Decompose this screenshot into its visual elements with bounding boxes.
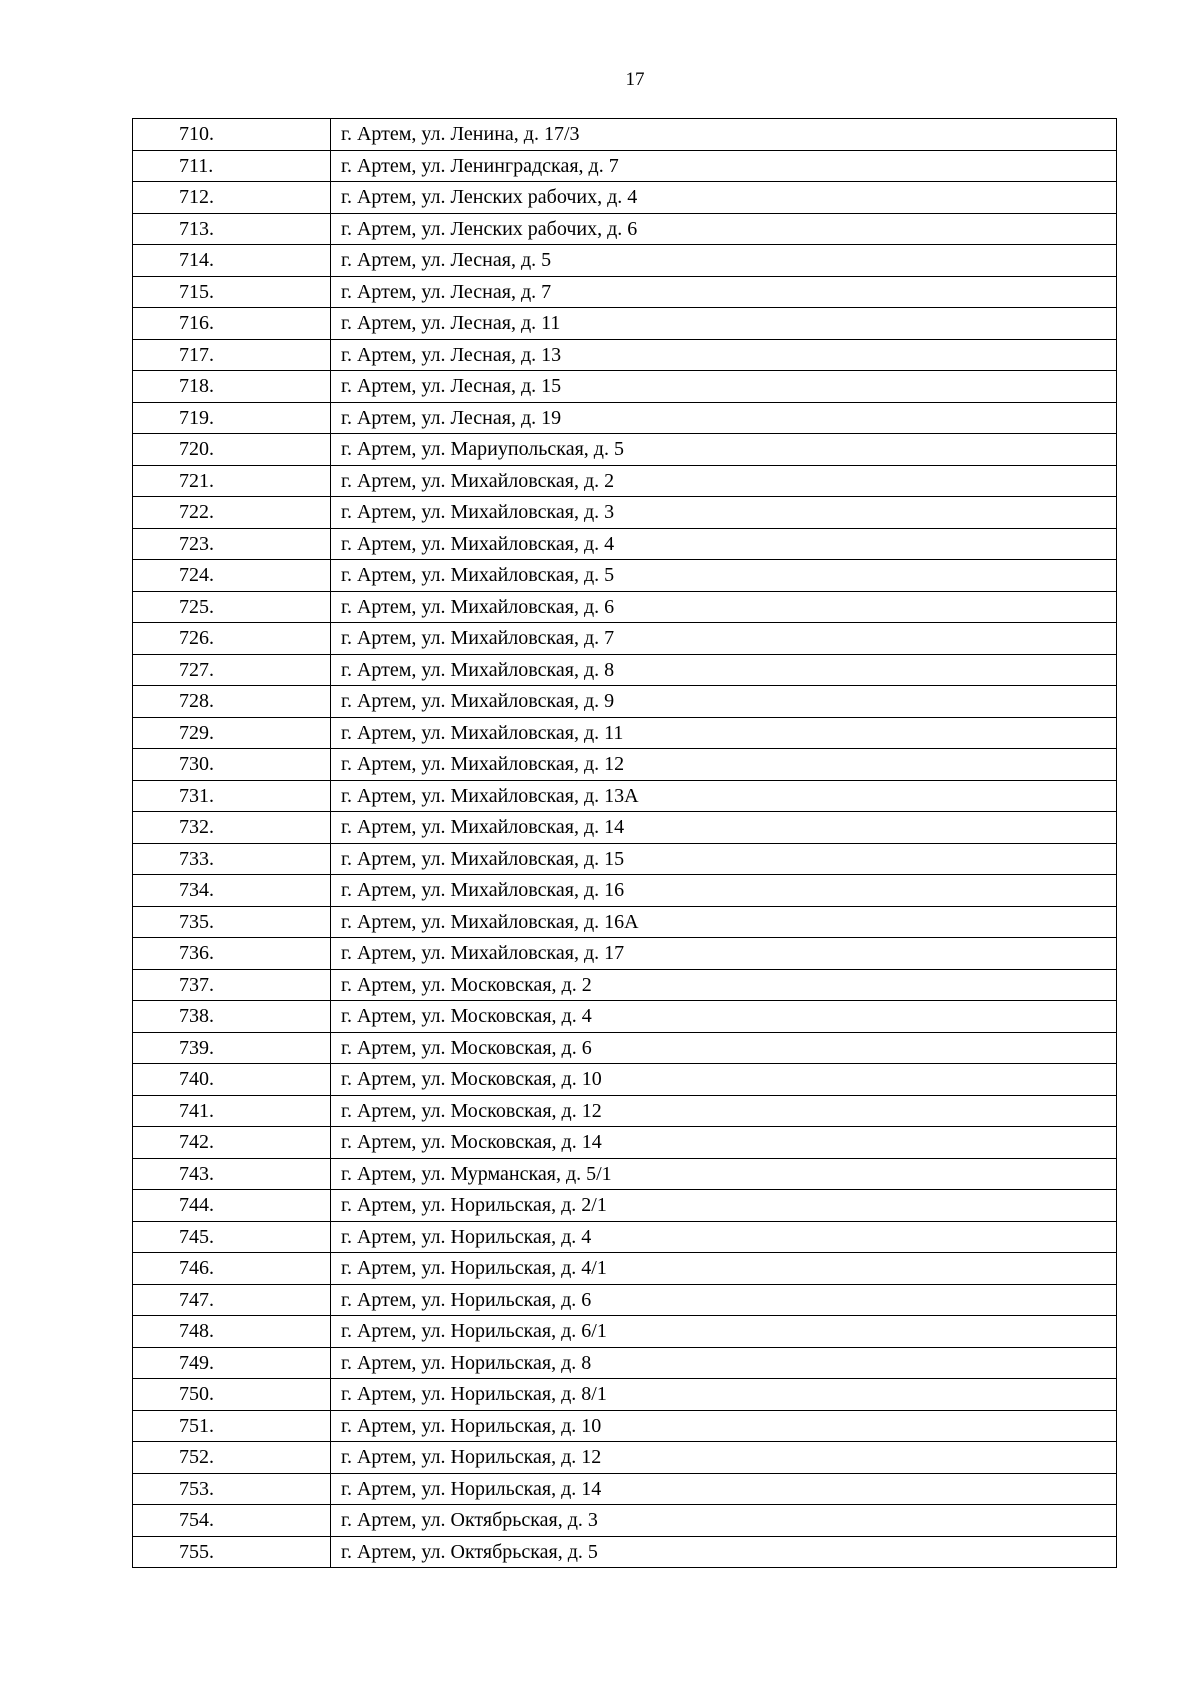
address-cell: г. Артем, ул. Октябрьская, д. 3 xyxy=(331,1505,1117,1537)
row-number-cell: 754. xyxy=(133,1505,331,1537)
row-number-cell: 732. xyxy=(133,812,331,844)
row-number-cell: 729. xyxy=(133,717,331,749)
table-row xyxy=(133,654,1117,686)
row-number-cell: 744. xyxy=(133,1190,331,1222)
address-cell: г. Артем, ул. Михайловская, д. 4 xyxy=(331,528,1117,560)
row-number-cell: 749. xyxy=(133,1347,331,1379)
address-cell: г. Артем, ул. Ленинградская, д. 7 xyxy=(331,150,1117,182)
address-cell: г. Артем, ул. Московская, д. 10 xyxy=(331,1064,1117,1096)
row-number-cell: 725. xyxy=(133,591,331,623)
address-cell: г. Артем, ул. Лесная, д. 11 xyxy=(331,308,1117,340)
address-cell: г. Артем, ул. Михайловская, д. 12 xyxy=(331,749,1117,781)
row-number-cell: 723. xyxy=(133,528,331,560)
table-row xyxy=(133,938,1117,970)
row-number-cell: 724. xyxy=(133,560,331,592)
row-number-cell: 726. xyxy=(133,623,331,655)
row-number-cell: 736. xyxy=(133,938,331,970)
address-cell: г. Артем, ул. Михайловская, д. 13А xyxy=(331,780,1117,812)
table-row xyxy=(133,1284,1117,1316)
table-row xyxy=(133,969,1117,1001)
address-cell: г. Артем, ул. Ленина, д. 17/3 xyxy=(331,119,1117,151)
table-row xyxy=(133,182,1117,214)
address-cell: г. Артем, ул. Михайловская, д. 15 xyxy=(331,843,1117,875)
row-number-cell: 734. xyxy=(133,875,331,907)
row-number-cell: 719. xyxy=(133,402,331,434)
table-row xyxy=(133,1379,1117,1411)
row-number-cell: 755. xyxy=(133,1536,331,1568)
table-row xyxy=(133,402,1117,434)
row-number-cell: 718. xyxy=(133,371,331,403)
table-row xyxy=(133,1442,1117,1474)
table-row xyxy=(133,497,1117,529)
table-row xyxy=(133,1473,1117,1505)
row-number-cell: 710. xyxy=(133,119,331,151)
address-cell: г. Артем, ул. Михайловская, д. 5 xyxy=(331,560,1117,592)
address-cell: г. Артем, ул. Норильская, д. 4/1 xyxy=(331,1253,1117,1285)
table-row xyxy=(133,560,1117,592)
address-cell: г. Артем, ул. Московская, д. 6 xyxy=(331,1032,1117,1064)
table-row xyxy=(133,1505,1117,1537)
address-cell: г. Артем, ул. Михайловская, д. 17 xyxy=(331,938,1117,970)
address-cell: г. Артем, ул. Михайловская, д. 7 xyxy=(331,623,1117,655)
table-row xyxy=(133,1190,1117,1222)
address-cell: г. Артем, ул. Михайловская, д. 11 xyxy=(331,717,1117,749)
row-number-cell: 743. xyxy=(133,1158,331,1190)
table-row xyxy=(133,843,1117,875)
address-cell: г. Артем, ул. Михайловская, д. 2 xyxy=(331,465,1117,497)
address-cell: г. Артем, ул. Норильская, д. 6/1 xyxy=(331,1316,1117,1348)
row-number-cell: 727. xyxy=(133,654,331,686)
row-number-cell: 746. xyxy=(133,1253,331,1285)
table-row xyxy=(133,1221,1117,1253)
row-number-cell: 751. xyxy=(133,1410,331,1442)
address-cell: г. Артем, ул. Михайловская, д. 9 xyxy=(331,686,1117,718)
address-cell: г. Артем, ул. Московская, д. 2 xyxy=(331,969,1117,1001)
row-number-cell: 742. xyxy=(133,1127,331,1159)
table-row xyxy=(133,245,1117,277)
table-row xyxy=(133,1064,1117,1096)
address-table xyxy=(132,118,1117,1568)
address-cell: г. Артем, ул. Михайловская, д. 8 xyxy=(331,654,1117,686)
table-row xyxy=(133,150,1117,182)
row-number-cell: 741. xyxy=(133,1095,331,1127)
address-cell: г. Артем, ул. Норильская, д. 14 xyxy=(331,1473,1117,1505)
table-row xyxy=(133,339,1117,371)
row-number-cell: 728. xyxy=(133,686,331,718)
table-row xyxy=(133,371,1117,403)
row-number-cell: 735. xyxy=(133,906,331,938)
table-row xyxy=(133,591,1117,623)
row-number-cell: 739. xyxy=(133,1032,331,1064)
address-cell: г. Артем, ул. Михайловская, д. 6 xyxy=(331,591,1117,623)
address-cell: г. Артем, ул. Московская, д. 12 xyxy=(331,1095,1117,1127)
table-row xyxy=(133,812,1117,844)
address-cell: г. Артем, ул. Норильская, д. 8/1 xyxy=(331,1379,1117,1411)
address-cell: г. Артем, ул. Норильская, д. 4 xyxy=(331,1221,1117,1253)
table-row xyxy=(133,1316,1117,1348)
address-cell: г. Артем, ул. Московская, д. 4 xyxy=(331,1001,1117,1033)
row-number-cell: 733. xyxy=(133,843,331,875)
table-row xyxy=(133,276,1117,308)
table-row xyxy=(133,780,1117,812)
row-number-cell: 721. xyxy=(133,465,331,497)
row-number-cell: 720. xyxy=(133,434,331,466)
address-cell: г. Артем, ул. Ленских рабочих, д. 6 xyxy=(331,213,1117,245)
address-cell: г. Артем, ул. Лесная, д. 5 xyxy=(331,245,1117,277)
row-number-cell: 715. xyxy=(133,276,331,308)
address-cell: г. Артем, ул. Лесная, д. 15 xyxy=(331,371,1117,403)
table-row xyxy=(133,717,1117,749)
row-number-cell: 750. xyxy=(133,1379,331,1411)
table-row xyxy=(133,875,1117,907)
address-cell: г. Артем, ул. Норильская, д. 12 xyxy=(331,1442,1117,1474)
table-row xyxy=(133,1410,1117,1442)
table-row xyxy=(133,434,1117,466)
table-row xyxy=(133,1127,1117,1159)
table-row xyxy=(133,1158,1117,1190)
table-row xyxy=(133,686,1117,718)
address-cell: г. Артем, ул. Лесная, д. 13 xyxy=(331,339,1117,371)
address-cell: г. Артем, ул. Михайловская, д. 16 xyxy=(331,875,1117,907)
address-cell: г. Артем, ул. Ленских рабочих, д. 4 xyxy=(331,182,1117,214)
table-row xyxy=(133,749,1117,781)
table-row xyxy=(133,308,1117,340)
address-rows xyxy=(133,119,1117,1568)
row-number-cell: 752. xyxy=(133,1442,331,1474)
row-number-cell: 713. xyxy=(133,213,331,245)
address-cell: г. Артем, ул. Лесная, д. 19 xyxy=(331,402,1117,434)
address-cell: г. Артем, ул. Лесная, д. 7 xyxy=(331,276,1117,308)
address-cell: г. Артем, ул. Норильская, д. 6 xyxy=(331,1284,1117,1316)
table-row xyxy=(133,465,1117,497)
row-number-cell: 711. xyxy=(133,150,331,182)
row-number-cell: 753. xyxy=(133,1473,331,1505)
table-row xyxy=(133,623,1117,655)
address-cell: г. Артем, ул. Норильская, д. 10 xyxy=(331,1410,1117,1442)
row-number-cell: 745. xyxy=(133,1221,331,1253)
address-cell: г. Артем, ул. Михайловская, д. 3 xyxy=(331,497,1117,529)
row-number-cell: 722. xyxy=(133,497,331,529)
row-number-cell: 714. xyxy=(133,245,331,277)
table-row xyxy=(133,1536,1117,1568)
address-cell: г. Артем, ул. Михайловская, д. 14 xyxy=(331,812,1117,844)
row-number-cell: 712. xyxy=(133,182,331,214)
table-row xyxy=(133,528,1117,560)
table-row xyxy=(133,1347,1117,1379)
address-cell: г. Артем, ул. Михайловская, д. 16А xyxy=(331,906,1117,938)
table-row xyxy=(133,906,1117,938)
address-cell: г. Артем, ул. Норильская, д. 8 xyxy=(331,1347,1117,1379)
address-cell: г. Артем, ул. Мурманская, д. 5/1 xyxy=(331,1158,1117,1190)
row-number-cell: 748. xyxy=(133,1316,331,1348)
table-row xyxy=(133,213,1117,245)
table-row xyxy=(133,1253,1117,1285)
row-number-cell: 737. xyxy=(133,969,331,1001)
row-number-cell: 730. xyxy=(133,749,331,781)
address-cell: г. Артем, ул. Октябрьская, д. 5 xyxy=(331,1536,1117,1568)
address-cell: г. Артем, ул. Мариупольская, д. 5 xyxy=(331,434,1117,466)
table-row xyxy=(133,1095,1117,1127)
table-row xyxy=(133,1001,1117,1033)
address-cell: г. Артем, ул. Норильская, д. 2/1 xyxy=(331,1190,1117,1222)
page-number: 17 xyxy=(625,69,645,90)
table-row xyxy=(133,119,1117,151)
row-number-cell: 747. xyxy=(133,1284,331,1316)
row-number-cell: 717. xyxy=(133,339,331,371)
row-number-cell: 716. xyxy=(133,308,331,340)
row-number-cell: 738. xyxy=(133,1001,331,1033)
table-row xyxy=(133,1032,1117,1064)
address-cell: г. Артем, ул. Московская, д. 14 xyxy=(331,1127,1117,1159)
row-number-cell: 731. xyxy=(133,780,331,812)
row-number-cell: 740. xyxy=(133,1064,331,1096)
